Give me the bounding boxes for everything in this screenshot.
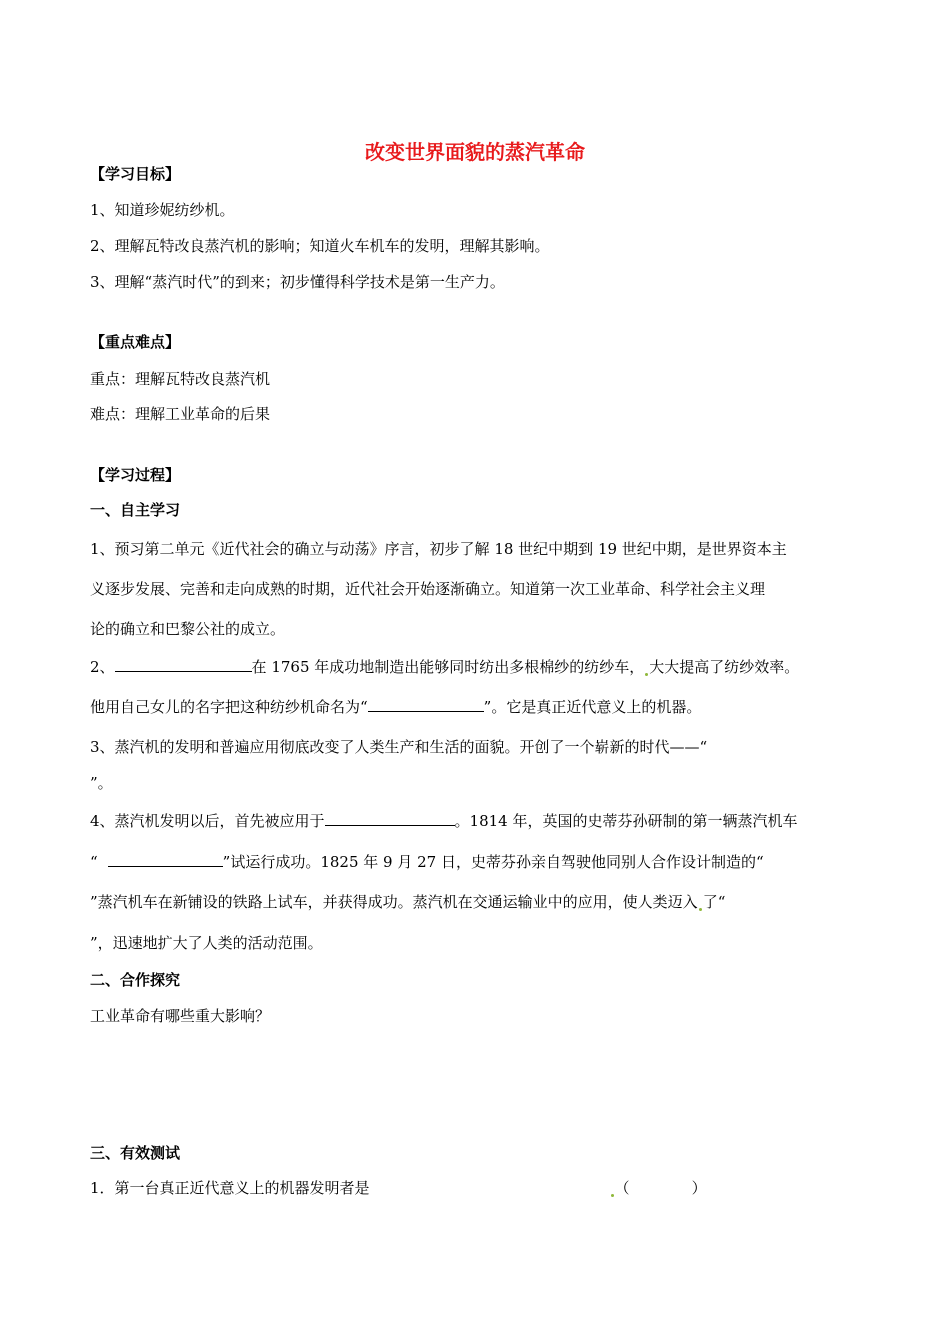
p4-text-e: ”蒸汽机车在新铺设的铁路上试车，并获得成功。蒸汽机在交通运输业中的应用，使人类迈入 [90, 893, 698, 911]
section2-question: 工业革命有哪些重大影响？ [90, 1007, 271, 1025]
p4-text-a: 4、蒸汽机发明以后，首先被应用于 [90, 812, 325, 830]
blank-application[interactable] [325, 810, 455, 826]
blank-inventor[interactable] [115, 656, 252, 672]
blank-machine-name[interactable] [368, 696, 484, 712]
blank-locomotive[interactable] [108, 851, 223, 867]
process-header: 【学习过程】 [90, 466, 181, 484]
section1-p2-line2 [90, 696, 701, 717]
goal-item-2: 2、理解瓦特改良蒸汽机的影响；知道火车机车的发明，理解其影响。 [90, 237, 550, 255]
goal-item-3: 3、理解“蒸汽时代”的到来；初步懂得科学技术是第一生产力。 [90, 273, 505, 291]
dot-mark [611, 1194, 614, 1197]
dot-mark [645, 673, 648, 676]
section3-header: 三、有效测试 [90, 1144, 181, 1162]
section1-p4-line4: ”，迅速地扩大了人类的活动范围。 [90, 934, 323, 952]
p2-text: 在 1765 年成功地制造出能够同时纺出多根棉纱的纺纱车， [251, 658, 645, 676]
p4-text-c: “ [90, 853, 98, 871]
dot-mark [699, 908, 702, 911]
p4-text-f: 了“ [702, 893, 726, 911]
keypoints-difficulty: 难点：理解工业革命的后果 [90, 405, 271, 423]
p4-text-b: 。1814 年，英国的史蒂芬孙研制的第一辆蒸汽机车 [454, 812, 798, 830]
section2-header: 二、合作探究 [90, 971, 181, 989]
p2-name-text: 他用自己女儿的名字把这种纺纱机命名为“ [90, 698, 368, 716]
section1-header: 一、自主学习 [90, 501, 181, 519]
section1-p3-line1: 3、蒸汽机的发明和普遍应用彻底改变了人类生产和生活的面貌。开创了一个崭新的时代——“ [90, 738, 708, 756]
section1-p1-line3: 论的确立和巴黎公社的成立。 [90, 620, 286, 638]
keypoints-header: 【重点难点】 [90, 333, 181, 351]
q1-text: 1．第一台真正近代意义上的机器发明者是 [90, 1179, 370, 1197]
p2-text-end: 大大提高了纺纱效率。 [649, 658, 800, 676]
section1-p3-line2: ”。 [90, 774, 113, 792]
keypoints-focus: 重点：理解瓦特改良蒸汽机 [90, 370, 271, 388]
q1-paren-open: （ [614, 1179, 630, 1197]
p2-name-end: ”。它是真正近代意义上的机器。 [483, 698, 702, 716]
section1-p4-line2 [90, 851, 764, 872]
page-title: 改变世界面貌的蒸汽革命 [365, 140, 585, 164]
goals-header: 【学习目标】 [90, 165, 181, 183]
section1-p4-line1 [90, 810, 798, 831]
section3-q1 [90, 1178, 707, 1198]
section1-p1-line1: 1、预习第二单元《近代社会的确立与动荡》序言，初步了解 18 世纪中期到 19 世纪中期，是世界资本主 [90, 540, 787, 558]
p4-text-d: ”试运行成功。1825 年 9 月 27 日，史蒂芬孙亲自驾驶他同别人合作设计制造的“ [222, 853, 764, 871]
section1-p1-line2: 义逐步发展、完善和走向成熟的时期，近代社会开始逐渐确立。知道第一次工业革命、科学社会主义理 [90, 580, 766, 598]
section1-p2-line1 [90, 656, 799, 677]
q1-paren-close: ） [691, 1179, 707, 1197]
p2-number: 2、 [90, 658, 115, 676]
goal-item-1: 1、知道珍妮纺纱机。 [90, 201, 235, 219]
section1-p4-line3 [90, 892, 725, 912]
